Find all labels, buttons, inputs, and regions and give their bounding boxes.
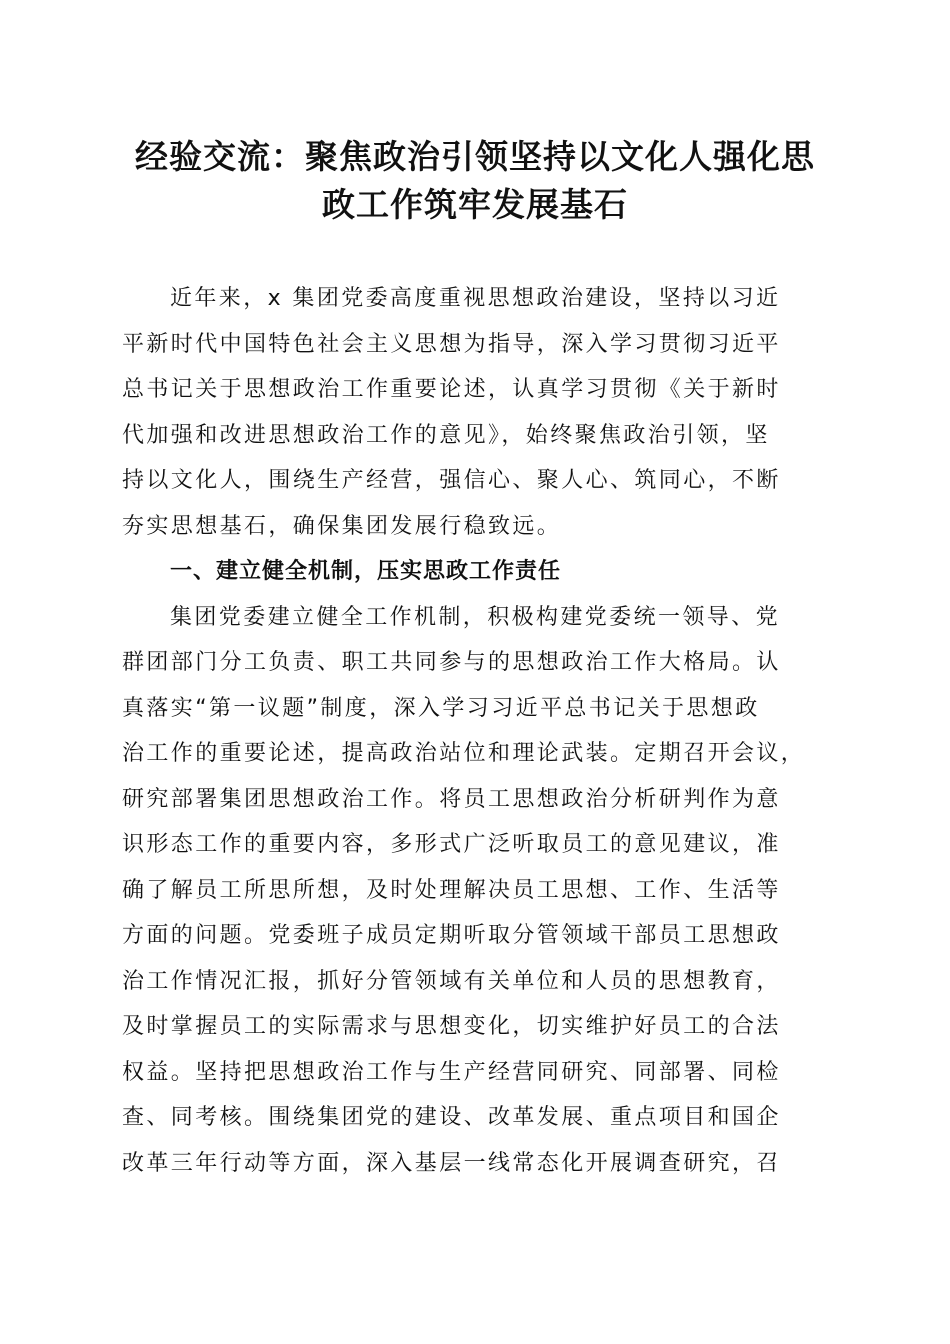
title-line-2: 政工作筑牢发展基石 bbox=[322, 185, 628, 224]
section-heading: 一、建立健全机制，压实思政工作责任 bbox=[170, 559, 562, 584]
document-body bbox=[122, 276, 828, 1186]
section-paragraph-line: 识形态工作的重要内容，多形式广泛听取员工的意见建议，准 bbox=[122, 832, 781, 857]
intro-paragraph-line: 代加强和改进思想政治工作的意见》，始终聚焦政治引领，坚 bbox=[122, 422, 770, 448]
section-paragraph-line: 方面的问题。党委班子成员定期听取分管领域干部员工思想政 bbox=[122, 923, 781, 948]
section-paragraph-line: 治工作情况汇报，抓好分管领域有关单位和人员的思想教育， bbox=[122, 968, 781, 994]
intro-paragraph-line: 总书记关于思想政治工作重要论述，认真学习贯彻《关于新时 bbox=[122, 377, 781, 402]
section-paragraph-line: 及时掌握员工的实际需求与思想变化，切实维护好员工的合法 bbox=[122, 1014, 781, 1039]
section-paragraph-line: 权益。坚持把思想政治工作与生产经营同研究、同部署、同检 bbox=[122, 1059, 781, 1085]
intro-paragraph-line: 夯实思想基石，确保集团发展行稳致远。 bbox=[122, 513, 562, 539]
section-paragraph-line: 集团党委建立健全工作机制，积极构建党委统一领导、党 bbox=[170, 604, 781, 630]
document-title bbox=[100, 133, 850, 229]
title-line-1: 经验交流：聚焦政治引领坚持以文化人强化思 bbox=[135, 137, 815, 176]
section-paragraph-line: 查、同考核。围绕集团党的建设、改革发展、重点项目和国企 bbox=[122, 1105, 781, 1130]
section-paragraph-line: 研究部署集团思想政治工作。将员工思想政治分析研判作为意 bbox=[122, 786, 781, 812]
section-paragraph-line: 治工作的重要论述，提高政治站位和理论武装。定期召开会议， bbox=[122, 741, 806, 766]
section-paragraph-line: 确了解员工所思所想，及时处理解决员工思想、工作、生活等 bbox=[122, 877, 781, 903]
section-paragraph-line: 改革三年行动等方面，深入基层一线常态化开展调查研究，召 bbox=[122, 1150, 781, 1176]
intro-paragraph-line: 近年来，x 集团党委高度重视思想政治建设，坚持以习近 bbox=[170, 286, 781, 311]
section-paragraph-line: 真落实“第一议题”制度，深入学习习近平总书记关于思想政 bbox=[122, 695, 760, 721]
intro-paragraph-line: 平新时代中国特色社会主义思想为指导，深入学习贯彻习近平 bbox=[122, 331, 781, 357]
intro-paragraph-line: 持以文化人，围绕生产经营，强信心、聚人心、筑同心，不断 bbox=[122, 468, 781, 493]
section-paragraph-line: 群团部门分工负责、职工共同参与的思想政治工作大格局。认 bbox=[122, 650, 781, 675]
